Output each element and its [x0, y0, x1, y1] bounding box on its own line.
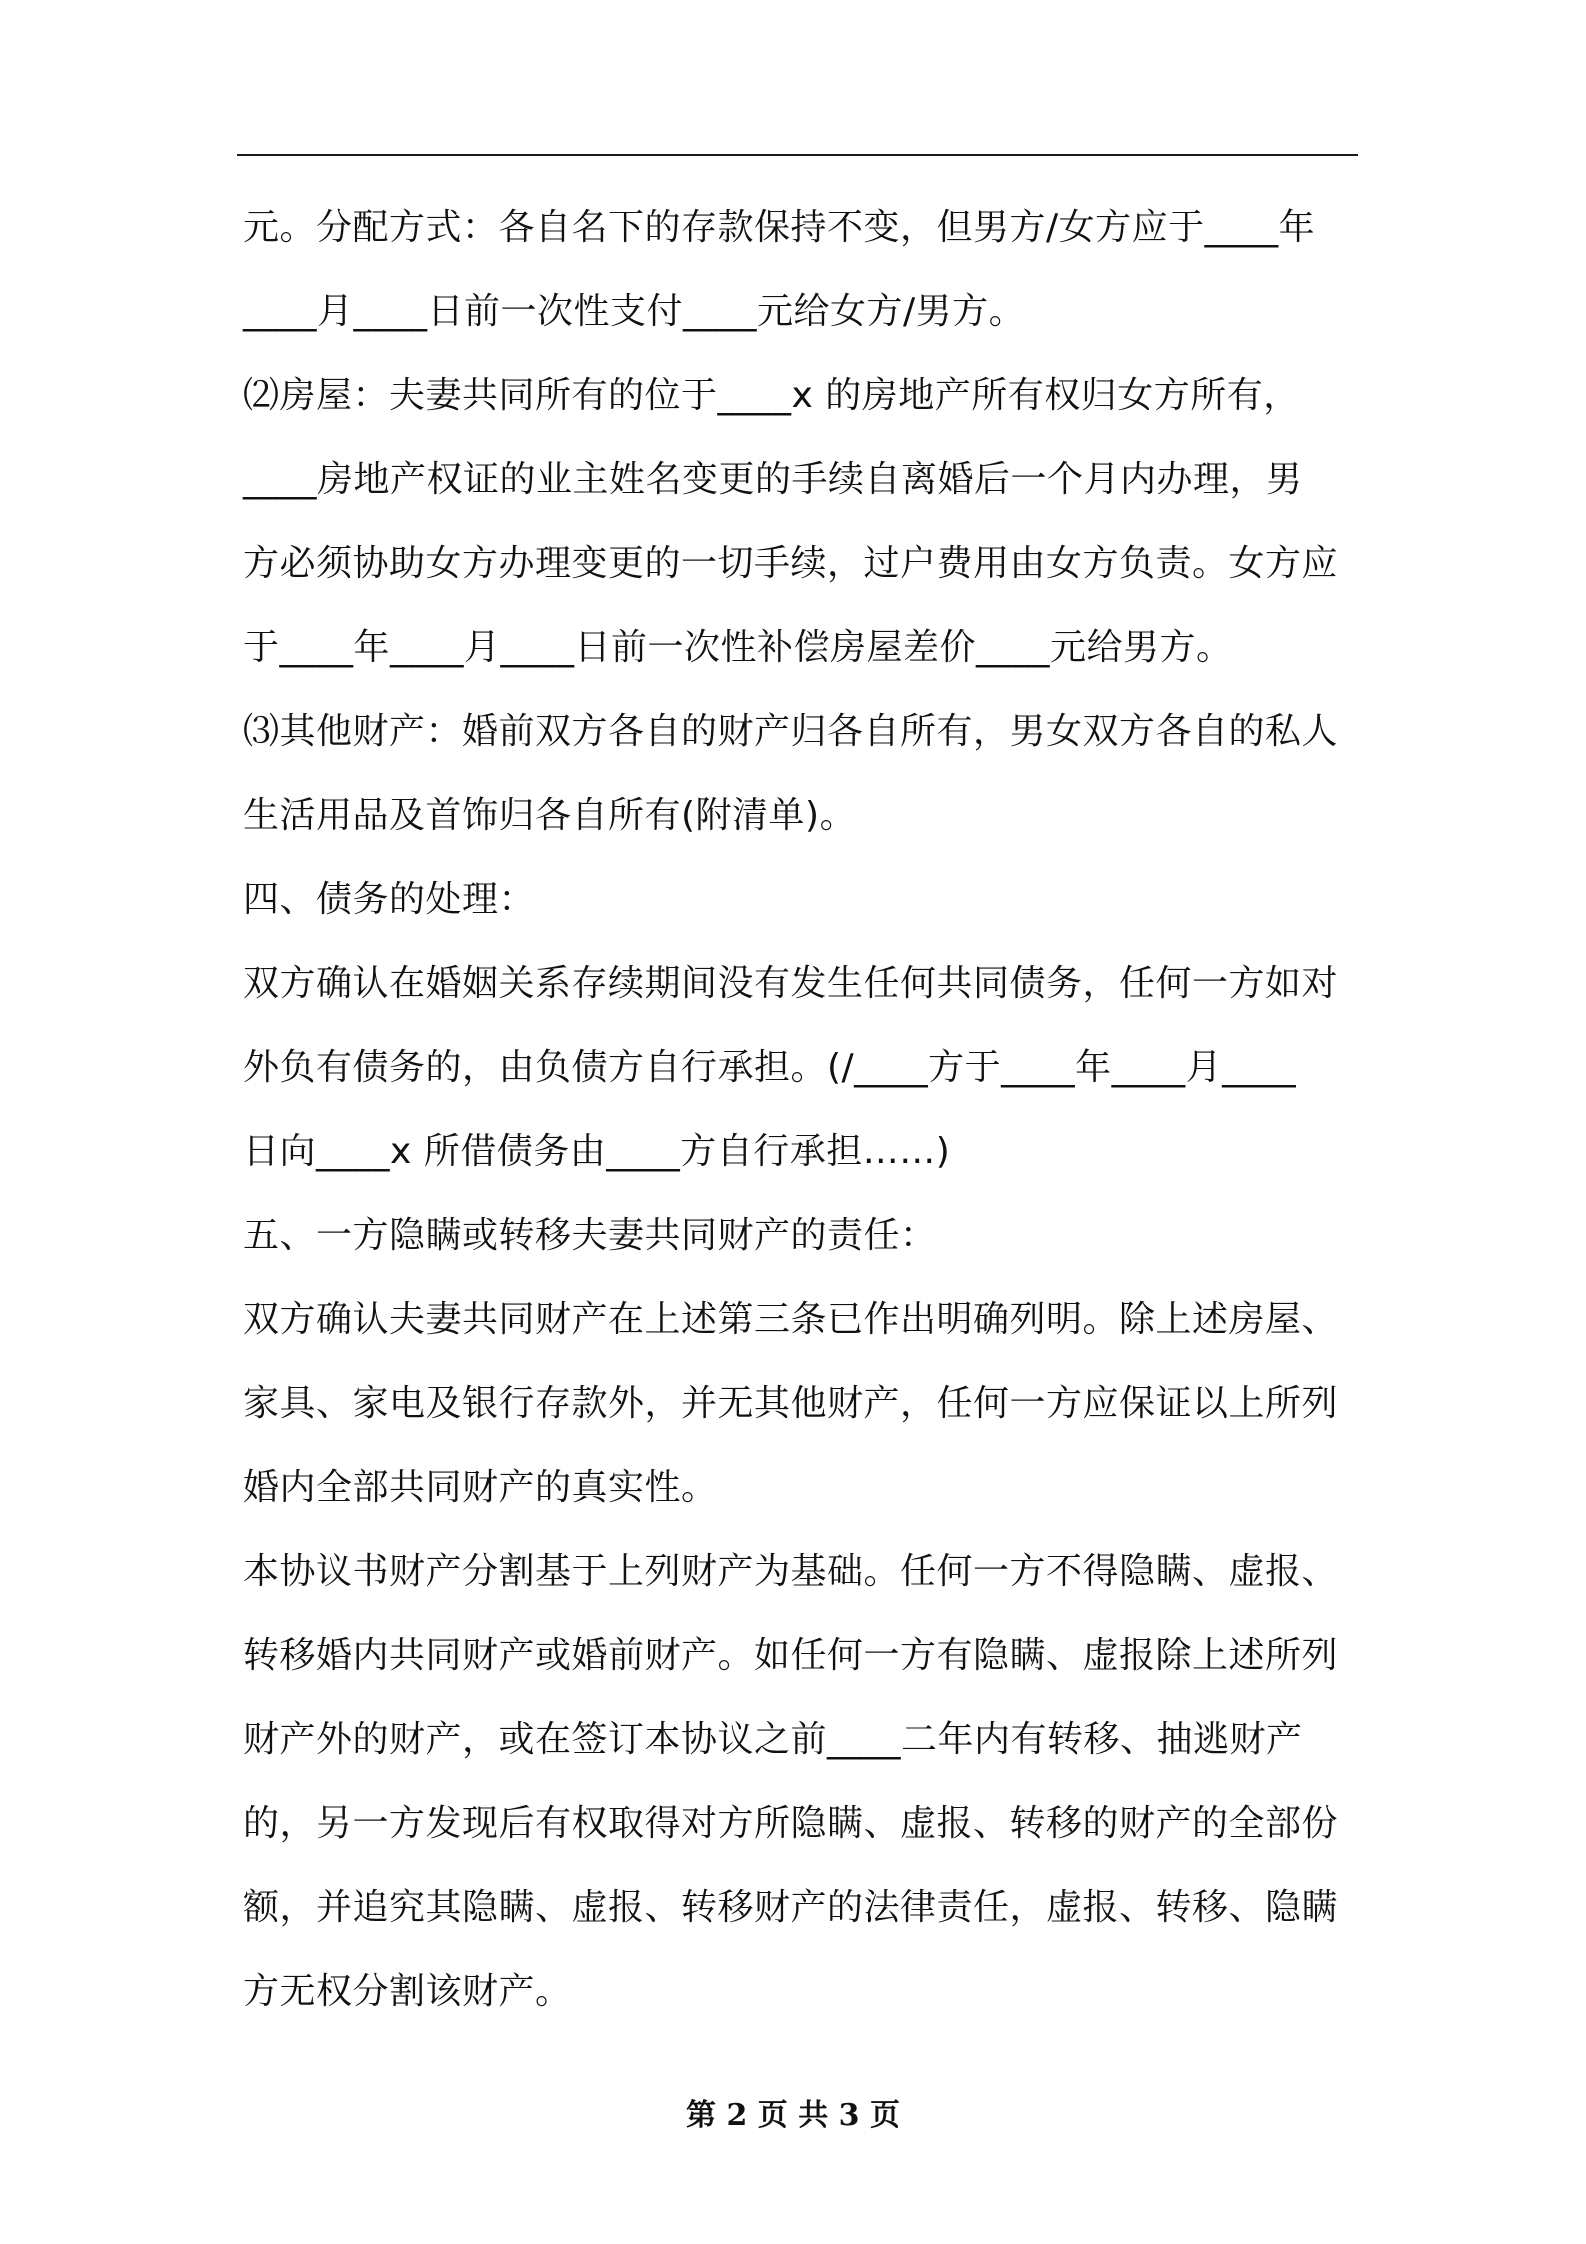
text-line: ⑶其他财产：婚前双方各自的财产归各自所有，男女双方各自的私人: [243, 711, 1339, 752]
page-indicator: 第 2 页 共 3 页: [686, 2098, 900, 2133]
text-line: 方无权分割该财产。: [243, 1971, 572, 2012]
text-line: 元。分配方式：各自名下的存款保持不变，但男方/女方应于____年: [243, 207, 1316, 248]
text-line: 双方确认在婚姻关系存续期间没有发生任何共同债务，任何一方如对: [243, 963, 1339, 1004]
section-heading-concealment: 五、一方隐瞒或转移夫妻共同财产的责任：: [243, 1215, 937, 1256]
text-line: ⑵房屋：夫妻共同所有的位于____x 的房地产所有权归女方所有，: [243, 375, 1300, 416]
text-line: 日向____x 所借债务由____方自行承担……): [243, 1131, 951, 1172]
text-line: 双方确认夫妻共同财产在上述第三条已作出明确列明。除上述房屋、: [243, 1299, 1339, 1340]
text-line: 生活用品及首饰归各自所有(附清单)。: [243, 795, 857, 836]
header-rule: [237, 154, 1358, 156]
text-line: 婚内全部共同财产的真实性。: [243, 1467, 718, 1508]
text-line: 额，并追究其隐瞒、虚报、转移财产的法律责任，虚报、转移、隐瞒: [243, 1887, 1339, 1928]
text-line: 本协议书财产分割基于上列财产为基础。任何一方不得隐瞒、虚报、: [243, 1551, 1339, 1592]
text-line: 家具、家电及银行存款外，并无其他财产，任何一方应保证以上所列: [243, 1383, 1339, 1424]
text-line: ____房地产权证的业主姓名变更的手续自离婚后一个月内办理，男: [243, 459, 1303, 500]
text-line: 的，另一方发现后有权取得对方所隐瞒、虚报、转移的财产的全部份: [243, 1803, 1339, 1844]
text-line: 于____年____月____日前一次性补偿房屋差价____元给男方。: [243, 627, 1233, 668]
document-body: [243, 186, 1363, 2034]
text-line: 转移婚内共同财产或婚前财产。如任何一方有隐瞒、虚报除上述所列: [243, 1635, 1339, 1676]
text-line: 财产外的财产，或在签订本协议之前____二年内有转移、抽逃财产: [243, 1719, 1303, 1760]
section-heading-debts: 四、债务的处理：: [243, 879, 536, 920]
text-line: 方必须协助女方办理变更的一切手续，过户费用由女方负责。女方应: [243, 543, 1339, 584]
text-line: 外负有债务的，由负债方自行承担。(/____方于____年____月____: [243, 1047, 1297, 1088]
text-line: ____月____日前一次性支付____元给女方/男方。: [243, 291, 1026, 332]
